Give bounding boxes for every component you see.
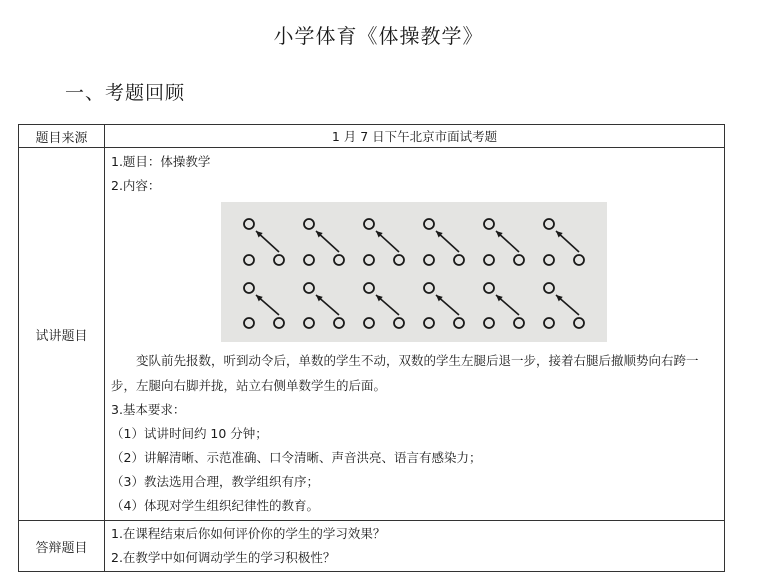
table-row-lecture (19, 148, 725, 521)
requirement-item: （2）讲解清晰、示范准确、口令清晰、声音洪亮、语言有感染力； (111, 450, 482, 465)
student-marker (364, 255, 374, 265)
lecture-label: 试讲题目 (19, 148, 105, 521)
student-marker (514, 318, 524, 328)
student-marker (574, 255, 584, 265)
student-marker (274, 255, 284, 265)
lecture-description: 变队前先报数，听到动令后，单数的学生不动，双数的学生左腿后退一步，接着右腿后撤顺势向右跨一步，左腿向右脚并拢，站立右侧单数学生的后面。 (111, 353, 699, 393)
student-marker (304, 318, 314, 328)
student-marker (334, 318, 344, 328)
student-marker (484, 219, 494, 229)
student-marker (304, 283, 314, 293)
student-marker (334, 255, 344, 265)
defense-question: 1.在课程结束后你如何评价你的学生的学习效果？ (111, 526, 386, 541)
student-marker (364, 219, 374, 229)
student-marker (304, 255, 314, 265)
student-marker (424, 255, 434, 265)
requirement-item: （1）试讲时间约 10 分钟； (111, 426, 268, 441)
student-marker (514, 255, 524, 265)
student-marker (394, 255, 404, 265)
student-marker (484, 255, 494, 265)
topic-line: 1.题目：体操教学 (111, 154, 211, 169)
student-marker (424, 318, 434, 328)
exam-table (18, 124, 725, 572)
student-marker (424, 219, 434, 229)
student-marker (244, 255, 254, 265)
student-marker (244, 318, 254, 328)
defense-content (105, 521, 725, 572)
student-marker (244, 283, 254, 293)
student-marker (364, 318, 374, 328)
document-title: 小学体育《体操教学》 (273, 24, 484, 48)
student-marker (574, 318, 584, 328)
student-marker (394, 318, 404, 328)
student-marker (274, 318, 284, 328)
student-marker (364, 283, 374, 293)
student-marker (544, 219, 554, 229)
figure-container (111, 198, 716, 348)
source-value: 1 月 7 日下午北京市面试考题 (105, 125, 725, 148)
formation-diagram-icon (221, 202, 607, 342)
source-label: 题目来源 (19, 125, 105, 148)
student-marker (544, 255, 554, 265)
student-marker (544, 318, 554, 328)
lecture-content (105, 148, 725, 521)
student-marker (484, 283, 494, 293)
requirements-heading: 3.基本要求： (111, 402, 186, 417)
requirement-item: （4）体现对学生组织纪律性的教育。 (111, 498, 319, 513)
student-marker (454, 318, 464, 328)
student-marker (244, 219, 254, 229)
defense-question: 2.在教学中如何调动学生的学习积极性？ (111, 550, 336, 565)
defense-label: 答辩题目 (19, 521, 105, 572)
content-heading: 2.内容： (111, 178, 161, 193)
table-row-source (19, 125, 725, 148)
table-row-defense (19, 521, 725, 572)
requirement-item: （3）教法选用合理，教学组织有序； (111, 474, 319, 489)
student-marker (424, 283, 434, 293)
student-marker (454, 255, 464, 265)
formation-diagram-svg (221, 202, 607, 342)
student-marker (304, 219, 314, 229)
student-marker (484, 318, 494, 328)
student-marker (544, 283, 554, 293)
section-heading: 一、考题回顾 (65, 82, 186, 104)
